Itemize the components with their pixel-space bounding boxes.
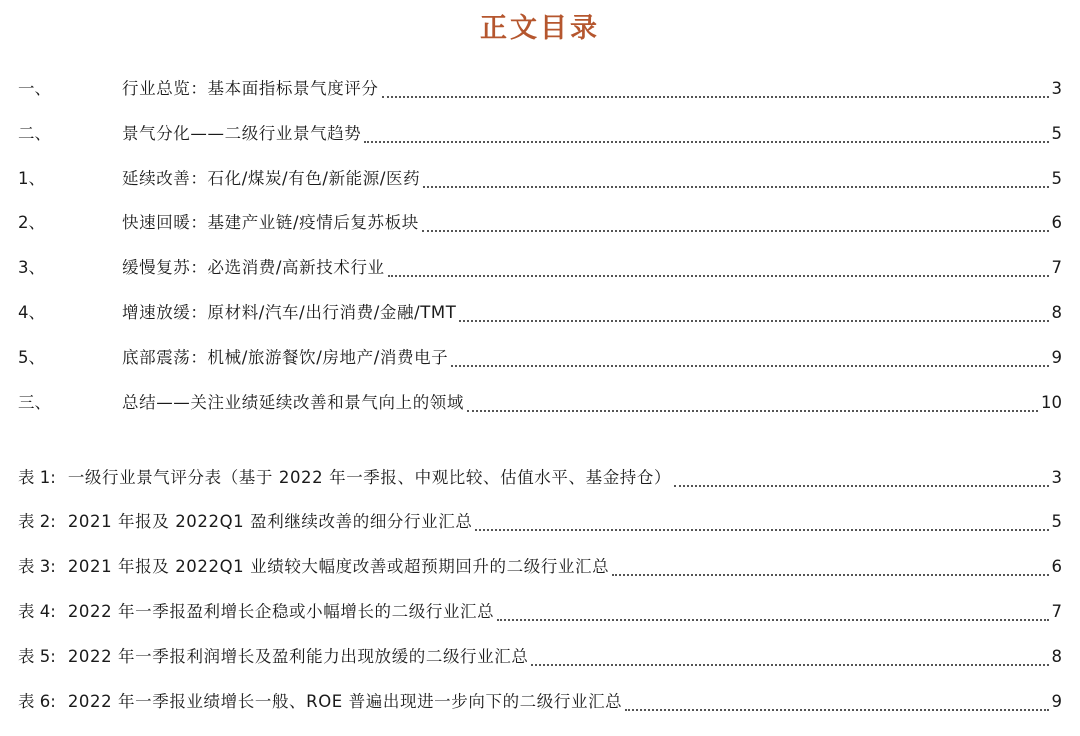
table-of-tables-entry[interactable]: [18, 689, 1062, 715]
toc-entry-number: 3、: [18, 258, 45, 277]
toc-entry-label: 景气分化——二级行业景气趋势: [122, 124, 362, 143]
toc-entry[interactable]: [18, 390, 1062, 416]
toc-entry[interactable]: [18, 166, 1062, 192]
table-entry-label: 2022 年一季报业绩增长一般、ROE 普遍出现进一步向下的二级行业汇总: [67, 692, 623, 711]
table-entry-page: 6: [1051, 557, 1062, 576]
dot-leader: [364, 137, 1048, 143]
table-entry-number: 表 6:: [18, 692, 56, 711]
toc-entry-page: 8: [1051, 303, 1062, 322]
dot-leader: [388, 271, 1049, 277]
toc-entry[interactable]: [18, 210, 1062, 236]
dot-leader: [475, 525, 1048, 531]
toc-entry-label: 快速回暖：基建产业链/疫情后复苏板块: [122, 213, 419, 232]
toc-entry-label: 增速放缓：原材料/汽车/出行消费/金融/TMT: [122, 303, 457, 322]
table-entry-number: 表 3:: [18, 557, 56, 576]
toc-entry-number: 1、: [18, 169, 45, 188]
table-entry-page: 8: [1051, 647, 1062, 666]
table-entry-page: 3: [1051, 468, 1062, 487]
toc-entry-page: 10: [1041, 393, 1062, 412]
table-of-tables-entry[interactable]: [18, 465, 1062, 491]
table-entry-number: 表 2:: [18, 512, 56, 531]
table-of-tables-entry[interactable]: [18, 554, 1062, 580]
dot-leader: [382, 92, 1049, 98]
table-entry-label: 2021 年报及 2022Q1 业绩较大幅度改善或超预期回升的二级行业汇总: [67, 557, 610, 576]
table-entry-page: 9: [1051, 692, 1062, 711]
toc-entry-number: 三、: [18, 393, 51, 412]
table-entry-label: 2022 年一季报利润增长及盈利能力出现放缓的二级行业汇总: [67, 647, 529, 666]
table-of-tables-entry[interactable]: [18, 599, 1062, 625]
table-entry-label: 2021 年报及 2022Q1 盈利继续改善的细分行业汇总: [67, 512, 473, 531]
toc-entry-label: 总结——关注业绩延续改善和景气向上的领域: [122, 393, 464, 412]
toc-entry[interactable]: [18, 76, 1062, 102]
toc-entry-label: 底部震荡：机械/旅游餐饮/房地产/消费电子: [122, 348, 449, 367]
toc-entry-page: 5: [1051, 169, 1062, 188]
toc-entry-label: 缓慢复苏：必选消费/高新技术行业: [122, 258, 385, 277]
toc-entry[interactable]: [18, 345, 1062, 371]
toc-entry-page: 6: [1051, 213, 1062, 232]
page-title: 正文目录: [480, 13, 600, 44]
dot-leader: [612, 570, 1048, 576]
toc-entry[interactable]: [18, 255, 1062, 281]
toc-entry-page: 3: [1051, 79, 1062, 98]
toc-entry-page: 9: [1051, 348, 1062, 367]
dot-leader: [467, 406, 1038, 412]
table-entry-number: 表 4:: [18, 602, 56, 621]
table-of-tables-entry[interactable]: [18, 644, 1062, 670]
toc-entry-number: 4、: [18, 303, 45, 322]
dot-leader: [423, 182, 1048, 188]
toc-entry-page: 7: [1051, 258, 1062, 277]
dot-leader: [451, 361, 1048, 367]
table-entry-page: 5: [1051, 512, 1062, 531]
table-of-tables-entry[interactable]: [18, 509, 1062, 535]
dot-leader: [497, 615, 1048, 621]
dot-leader: [531, 660, 1048, 666]
table-entry-number: 表 5:: [18, 647, 56, 666]
toc-entry-label: 延续改善：石化/煤炭/有色/新能源/医药: [122, 169, 421, 188]
dot-leader: [422, 226, 1049, 232]
table-entry-number: 表 1:: [18, 468, 56, 487]
toc-entry[interactable]: [18, 300, 1062, 326]
toc-entry-number: 5、: [18, 348, 45, 367]
dot-leader: [625, 705, 1048, 711]
dot-leader: [674, 481, 1048, 487]
table-entry-label: 一级行业景气评分表（基于 2022 年一季报、中观比较、估值水平、基金持仓）: [67, 468, 672, 487]
toc-entry-label: 行业总览：基本面指标景气度评分: [122, 79, 379, 98]
toc-entry[interactable]: [18, 121, 1062, 147]
toc-entry-number: 二、: [18, 124, 51, 143]
dot-leader: [459, 316, 1048, 322]
table-entry-label: 2022 年一季报盈利增长企稳或小幅增长的二级行业汇总: [67, 602, 495, 621]
toc-entry-page: 5: [1051, 124, 1062, 143]
toc-entry-number: 2、: [18, 213, 45, 232]
toc-entry-number: 一、: [18, 79, 51, 98]
table-entry-page: 7: [1051, 602, 1062, 621]
